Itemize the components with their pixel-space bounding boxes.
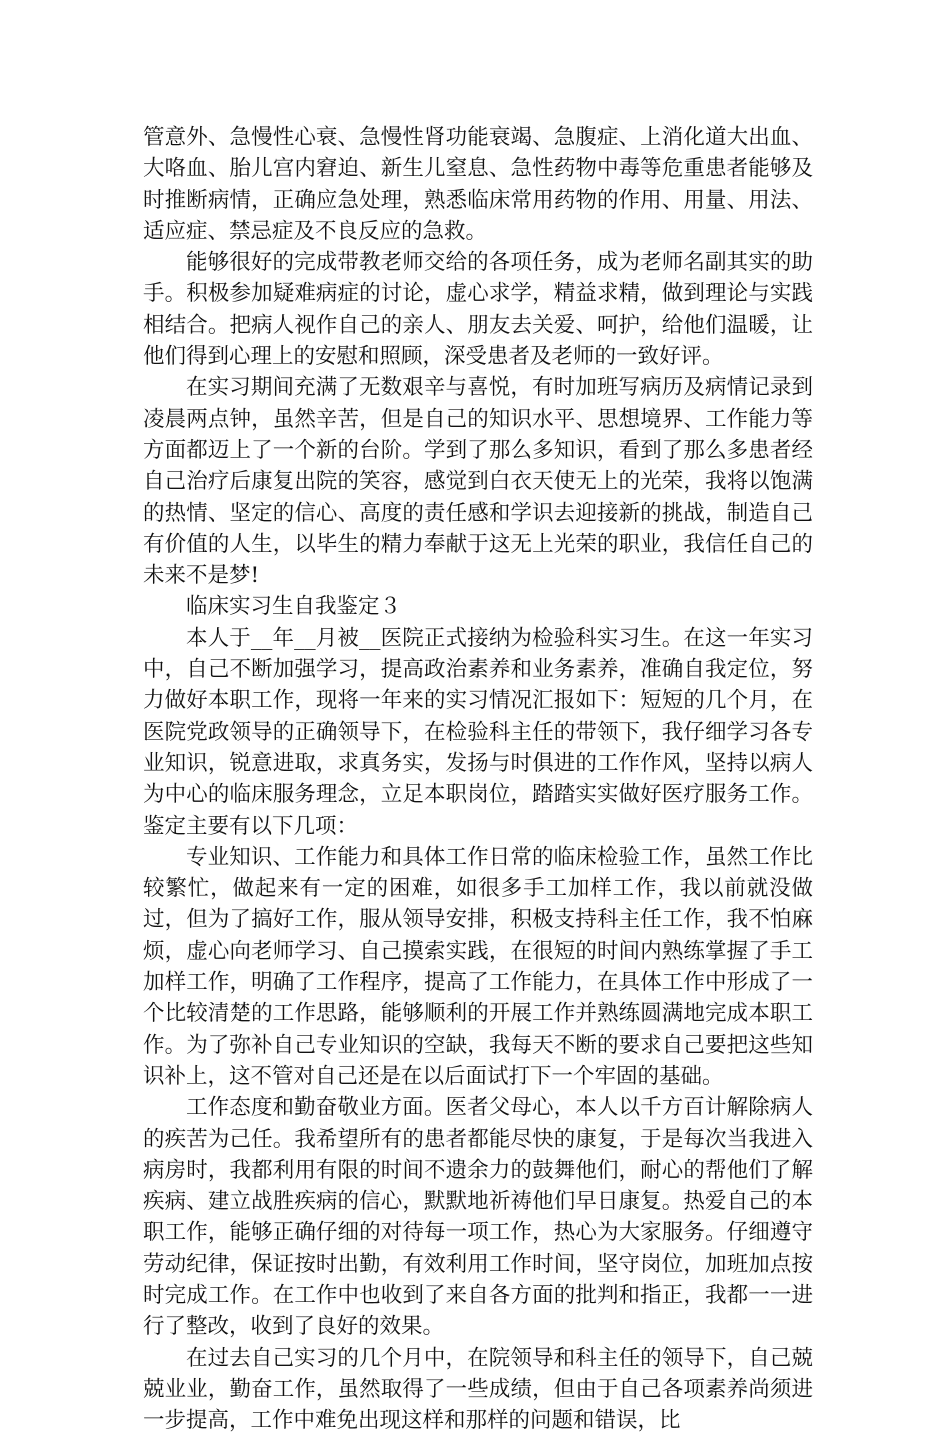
document-page	[143, 122, 813, 1436]
paragraph-2: 能够很好的完成带教老师交给的各项任务，成为老师名副其实的助手。积极参加疑难病症的讨论，虚心求学，精益求精，做到理论与实践相结合。把病人视作自己的亲人、朋友去关爱、呵护，给他们温暖，让他们得到心理上的安慰和照顾，深受患者及老师的一致好评。	[143, 250, 813, 370]
section-heading: 临床实习生自我鉴定３	[186, 594, 402, 620]
paragraph-5: 专业知识、工作能力和具体工作日常的临床检验工作，虽然工作比较繁忙，做起来有一定的困难，如很多手工加样工作，我以前就没做过，但为了搞好工作，服从领导安排，积极支持科主任工作，我不怕麻烦，虚心向老师学习、自己摸索实践，在很短的时间内熟练掌握了手工加样工作，明确了工作程序，提高了工作能力，在具体工作中形成了一个比较清楚的工作思路，能够顺利的开展工作并熟练圆满地完成本职工作。为了弥补自己专业知识的空缺，我每天不断的要求自己要把这些知识补上，这不管对自己还是在以后面试打下一个牢固的基础。	[143, 844, 813, 1089]
paragraph-1: 管意外、急慢性心衰、急慢性肾功能衰竭、急腹症、上消化道大出血、大咯血、胎儿宫内窘迫、新生儿窒息、急性药物中毒等危重患者能够及时推断病情，正确应急处理，熟悉临床常用药物的作用、用量、用法、适应症、禁忌症及不良反应的急救。	[143, 125, 813, 244]
paragraph-3: 在实习期间充满了无数艰辛与喜悦，有时加班写病历及病情记录到凌晨两点钟，虽然辛苦，但是自己的知识水平、思想境界、工作能力等方面都迈上了一个新的台阶。学到了那么多知识，看到了那么多患者经自己治疗后康复出院的笑容，感觉到白衣天使无上的光荣，我将以饱满的热情、坚定的信心、高度的责任感和学识去迎接新的挑战，制造自己有价值的人生，以毕生的精力奉献于这无上光荣的职业，我信任自己的未来不是梦!	[143, 375, 813, 589]
paragraph-4: 本人于__年__月被__医院正式接纳为检验科实习生。在这一年实习中，自己不断加强学习，提高政治素养和业务素养，准确自我定位，努力做好本职工作，现将一年来的实习情况汇报如下：短短的几个月，在医院党政领导的正确领导下，在检验科主任的带领下，我仔细学习各专业知识，锐意进取，求真务实，发扬与时俱进的工作作风，坚持以病人为中心的临床服务理念，立足本职岗位，踏踏实实做好医疗服务工作。鉴定主要有以下几项：	[143, 625, 813, 839]
paragraph-6: 工作态度和勤奋敬业方面。医者父母心，本人以千方百计解除病人的疾苦为己任。我希望所有的患者都能尽快的康复，于是每次当我进入病房时，我都利用有限的时间不遗余力的鼓舞他们，耐心的帮他们了解疾病、建立战胜疾病的信心，默默地祈祷他们早日康复。热爱自己的本职工作，能够正确仔细的对待每一项工作，热心为大家服务。仔细遵守劳动纪律，保证按时出勤，有效利用工作时间，坚守岗位，加班加点按时完成工作。在工作中也收到了来自各方面的批判和指正，我都一一进行了整改，收到了良好的效果。	[143, 1095, 813, 1340]
paragraph-7: 在过去自己实习的几个月中，在院领导和科主任的领导下，自己兢兢业业，勤奋工作，虽然取得了一些成绩，但由于自己各项素养尚须进一步提高，工作中难免出现这样和那样的问题和错误，比	[143, 1345, 813, 1434]
